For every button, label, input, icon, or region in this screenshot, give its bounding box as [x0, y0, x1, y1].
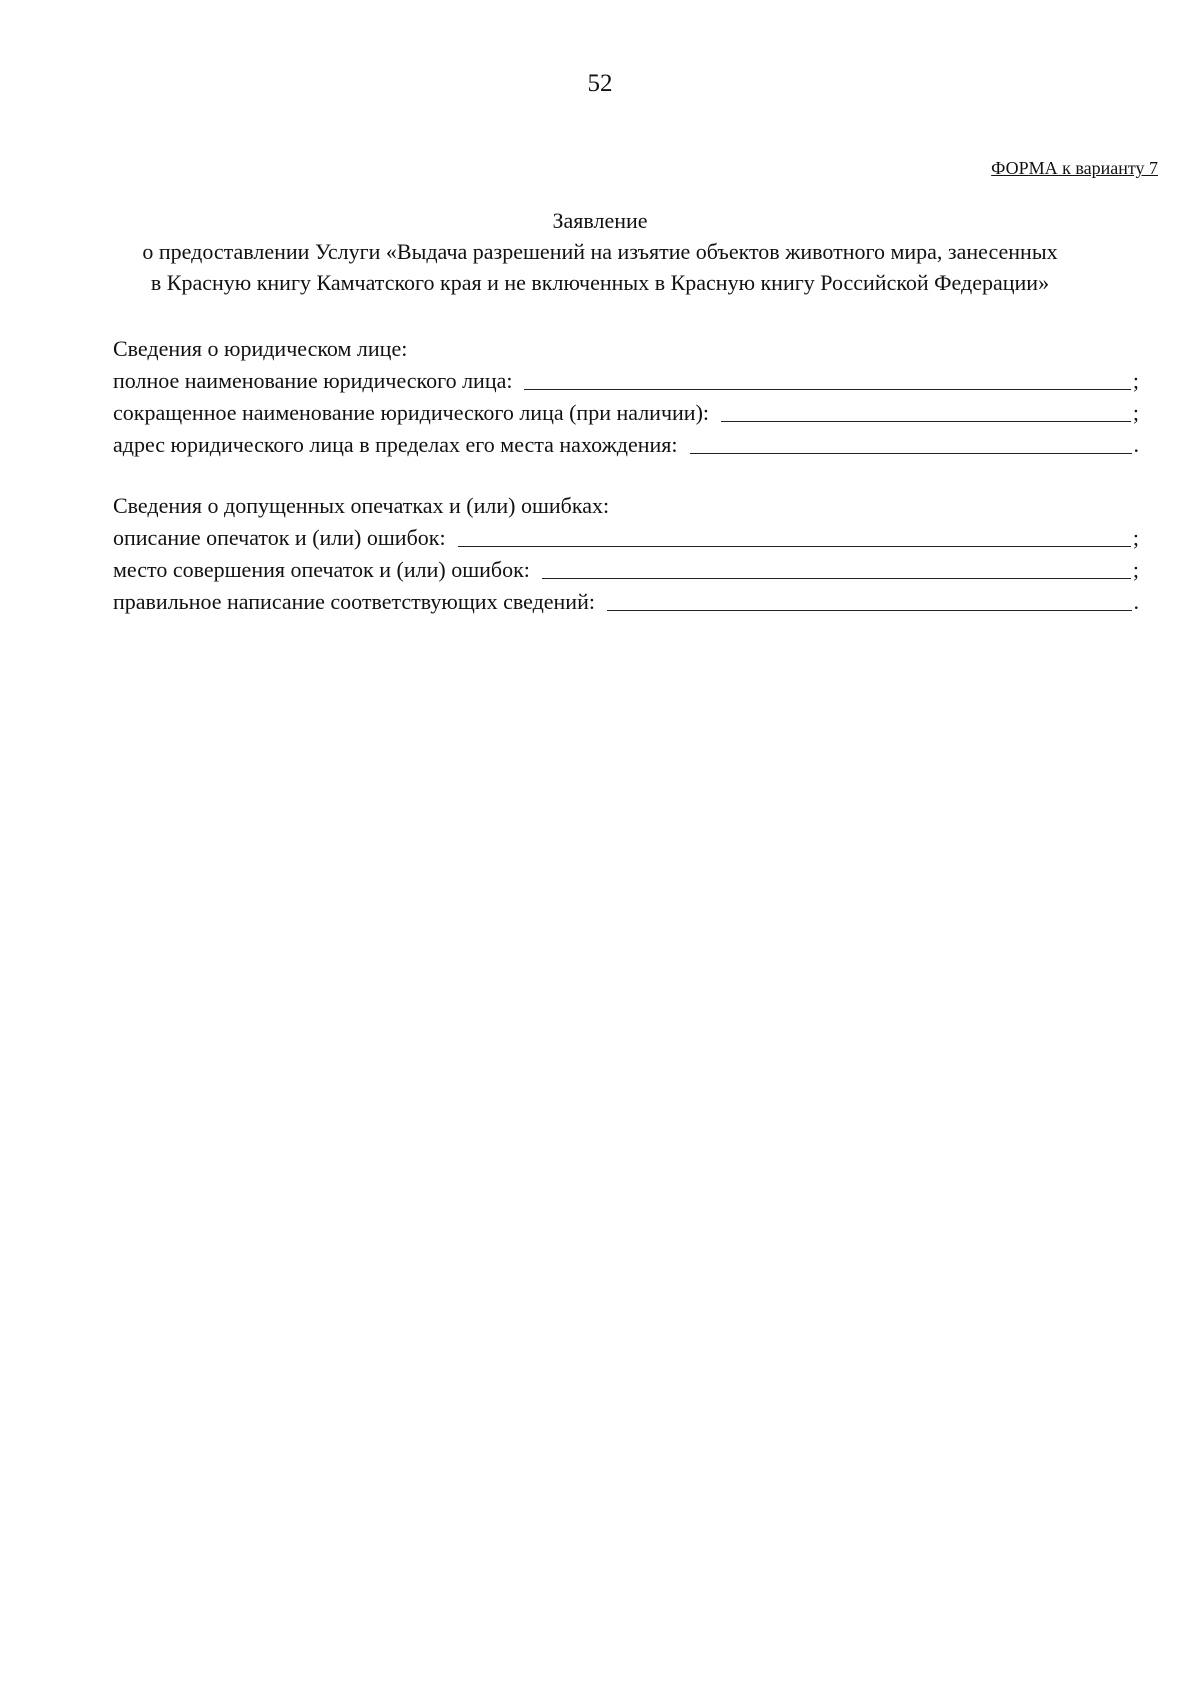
error-location-label: место совершения опечаток и (или) ошибок:	[113, 557, 530, 582]
address-row	[113, 429, 1139, 461]
legal-entity-section	[113, 333, 1139, 461]
errors-header: Сведения о допущенных опечатках и (или) ошибках:	[113, 493, 610, 518]
error-location-field[interactable]	[542, 556, 1131, 579]
errors-section	[113, 490, 1139, 618]
address-end: .	[1133, 432, 1139, 457]
address-field[interactable]	[690, 431, 1132, 454]
document-title	[60, 205, 1140, 298]
error-description-row	[113, 522, 1139, 554]
error-location-row	[113, 554, 1139, 586]
full-name-label: полное наименование юридического лица:	[113, 368, 513, 393]
page-number: 52	[587, 70, 613, 97]
form-variant-label: ФОРМА к варианту 7	[991, 158, 1158, 178]
error-description-label: описание опечаток и (или) ошибок:	[113, 525, 446, 550]
correct-spelling-end: .	[1133, 589, 1139, 614]
correct-spelling-row	[113, 586, 1139, 618]
short-name-label: сокращенное наименование юридического лица (при наличии):	[113, 400, 710, 425]
error-location-end: ;	[1132, 557, 1139, 582]
short-name-end: ;	[1132, 400, 1139, 425]
error-description-field[interactable]	[458, 524, 1131, 547]
full-name-end: ;	[1132, 368, 1139, 393]
legal-entity-header: Сведения о юридическом лице:	[113, 336, 408, 361]
title-line-1: о предоставлении Услуги «Выдача разрешений на изъятие объектов животного мира, занесенных	[142, 239, 1058, 264]
title-heading: Заявление	[552, 208, 648, 233]
full-name-field[interactable]	[524, 367, 1130, 390]
correct-spelling-field[interactable]	[607, 588, 1132, 611]
error-description-end: ;	[1132, 525, 1139, 550]
address-label: адрес юридического лица в пределах его места нахождения:	[113, 432, 678, 457]
title-line-2: в Красную книгу Камчатского края и не включенных в Красную книгу Российской Федерации»	[150, 270, 1050, 295]
short-name-field[interactable]	[721, 399, 1131, 422]
correct-spelling-label: правильное написание соответствующих сведений:	[113, 589, 595, 614]
short-name-row	[113, 397, 1139, 429]
full-name-row	[113, 365, 1139, 397]
